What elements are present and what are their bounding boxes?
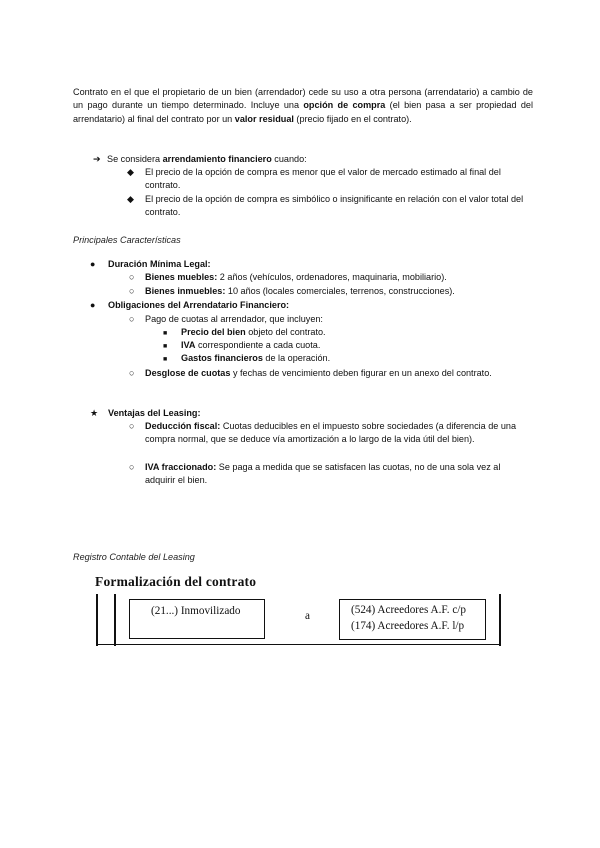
muebles-item: ○ Bienes muebles: 2 años (vehículos, ordenadores, maquinaria, mobiliario). [129,272,447,282]
square-bullet-icon: ■ [163,356,168,363]
desglose-item: ○ Desglose de cuotas y fechas de vencimiento deben figurar en un anexo del contrato. [129,368,492,378]
registro-heading: Registro Contable del Leasing [73,552,195,562]
diamond-bullet-icon: ◆ [127,194,134,204]
diamond-bullet-icon: ◆ [127,167,134,177]
inmuebles-item: ○ Bienes inmuebles: 10 años (locales comerciales, terrenos, construcciones). [129,286,455,296]
table-title: Formalización del contrato [95,574,257,589]
iva-item: ■ IVA correspondiente a cada cuota. [163,340,321,350]
arrow-icon: ➔ [93,154,101,164]
bullet-icon: ● [90,259,96,269]
ventajas-item: ★ Ventajas del Leasing: [90,408,201,418]
circle-bullet-icon: ○ [129,462,135,472]
caracteristicas-heading: Principales Características [73,235,181,245]
circle-bullet-icon: ○ [129,272,135,282]
table-border-left [96,594,98,646]
bullet-icon: ● [90,300,96,310]
connector-a: a [305,610,310,622]
circle-bullet-icon: ○ [129,286,135,296]
deduccion-item: ○ Deducción fiscal: Cuotas deducibles en el impuesto sobre sociedades (a diferencia de una compra normal, que se deduce vía amortización a lo largo de la vida útil del bien). [129,421,517,445]
duracion-item: ● Duración Mínima Legal: [90,259,211,269]
circle-bullet-icon: ○ [129,421,135,431]
circle-bullet-icon: ○ [129,314,135,324]
table-border-bottom [96,644,501,645]
keyword-valor-residual: valor residual [234,113,294,124]
table-border-right [499,594,501,646]
considera-item: ◆ El precio de la opción de compra es simbólico o insignificante en relación con el valor total del contrato. [127,194,524,218]
gastos-item: ■ Gastos financieros de la operación. [163,353,331,363]
pago-item: ○ Pago de cuotas al arrendador, que incluyen: [129,314,323,324]
credit-account: (174) Acreedores A.F. l/p [351,620,465,632]
star-icon: ★ [90,408,99,418]
credit-box [339,599,486,640]
keyword-opcion-compra: opción de compra [303,100,386,111]
square-bullet-icon: ■ [163,343,168,350]
table-divider [114,594,116,646]
credit-account: (524) Acreedores A.F. c/p [351,604,466,616]
obligaciones-item: ● Obligaciones del Arrendatario Financiero: [90,300,290,310]
circle-bullet-icon: ○ [129,368,135,378]
iva-fraccionado-item: ○ IVA fraccionado: Se paga a medida que se satisfacen las cuotas, no de una sola vez al adquirir el bien. [129,462,501,486]
precio-item: ■ Precio del bien objeto del contrato. [163,327,326,337]
intro-paragraph: Contrato en el que el propietario de un bien (arrendador) cede su uso a otra persona (arrendatario) a cambio de un pago durante un tiempo determinado. Incluye una opción de compra (el bien pasa a ser propiedad del arrendatario) al final del contrato por un valor residual (precio fijado en el contrato). [73,87,533,124]
debit-account: (21...) Inmovilizado [151,605,241,617]
considera-item: ◆ El precio de la opción de compra es menor que el valor de mercado estimado al final del contrato. [127,167,501,191]
journal-entry-table [95,594,501,646]
considera-lead: Se considera arrendamiento financiero cuando: [107,154,307,164]
square-bullet-icon: ■ [163,330,168,337]
debit-box [129,599,265,639]
